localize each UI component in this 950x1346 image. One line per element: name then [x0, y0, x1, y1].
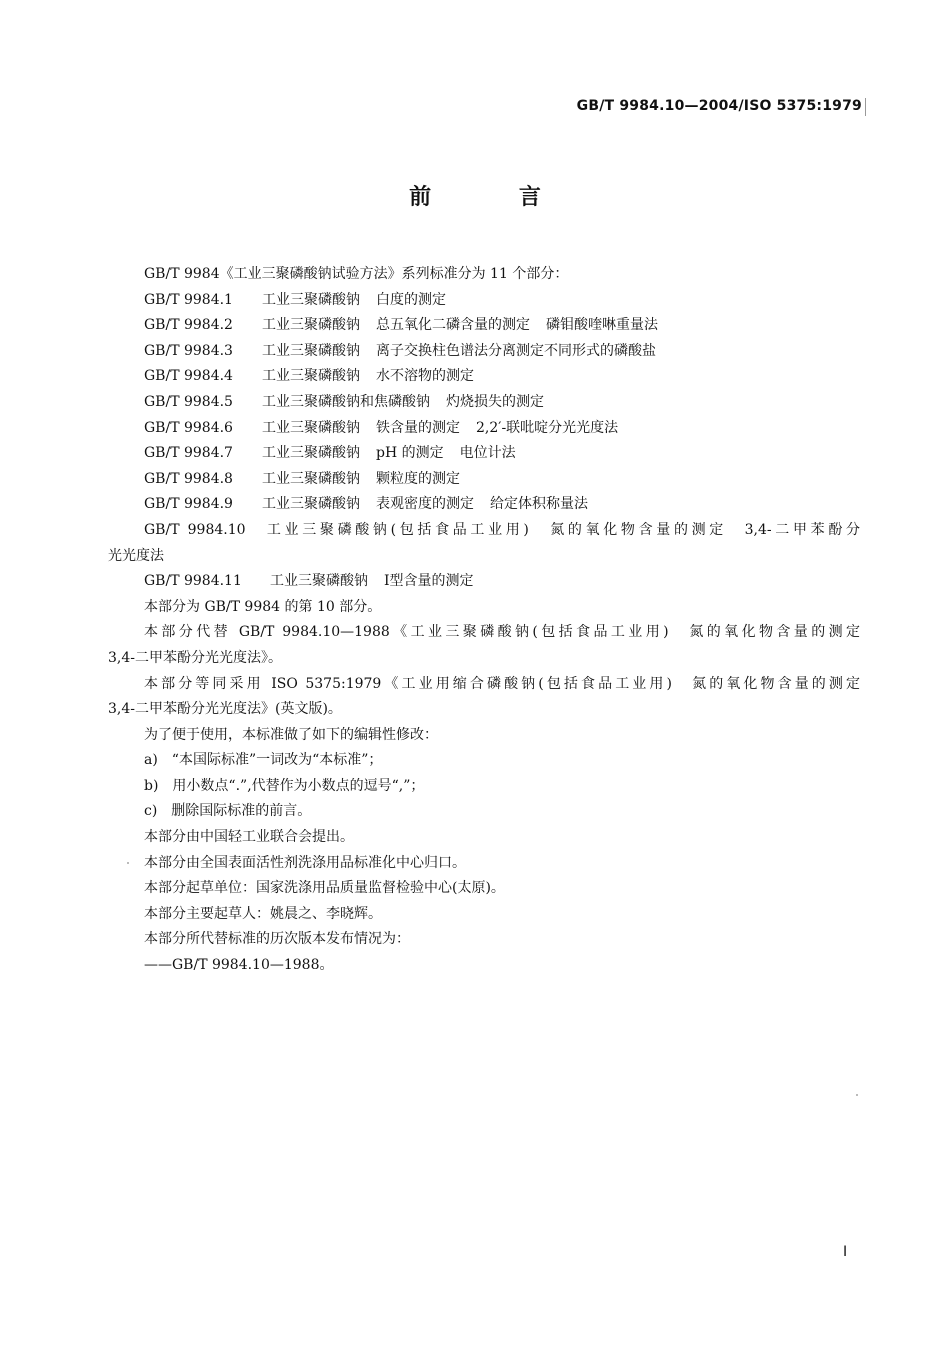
this-part-statement: 本部分为 GB/T 9984 的第 10 部分。: [144, 598, 382, 615]
foreword-body: [108, 262, 860, 979]
series-intro: GB/T 9984《工业三聚磷酸钠试验方法》系列标准分为 11 个部分：: [144, 266, 569, 282]
drafting-unit: 本部分起草单位：国家洗涤用品质量监督检验中心(太原)。: [144, 880, 505, 897]
part-11-entry: [108, 569, 860, 595]
editorial-item-b: b) 用小数点“.”,代替作为小数点的逗号“,”；: [144, 777, 425, 794]
part-desc: 总五氧化二磷含量的测定: [376, 317, 530, 334]
editorial-intro: 为了便于使用，本标准做了如下的编辑性修改：: [144, 726, 438, 743]
part-desc: pH 的测定: [376, 445, 444, 462]
part-name: 工业三聚磷酸钠: [262, 419, 360, 436]
part-entry: [108, 288, 860, 314]
standard-number: GB/T 9984.10—2004/ISO 5375:1979: [576, 98, 862, 114]
part-code: GB/T 9984.9: [144, 496, 233, 513]
part-code: GB/T 9984.1: [144, 291, 233, 308]
part-method: 2,2′-联吡啶分光光度法: [476, 419, 619, 436]
part-entry: [108, 416, 860, 442]
part-name: 工业三聚磷酸钠: [262, 291, 360, 308]
part-name: 工业三聚磷酸钠: [262, 470, 360, 487]
history-intro: 本部分所代替标准的历次版本发布情况为：: [144, 931, 410, 948]
part-name: 工业三聚磷酸钠和焦磷酸钠: [262, 393, 430, 410]
part-desc: 水不溶物的测定: [376, 368, 474, 385]
part-desc: 离子交换柱色谱法分离测定不同形式的磷酸盐: [376, 342, 656, 359]
part-desc: 表观密度的测定: [376, 496, 474, 513]
page-number: I: [843, 1244, 848, 1260]
drafters: 本部分主要起草人：姚晨之、李晓辉。: [144, 905, 382, 922]
page-title: 前 言: [409, 185, 581, 210]
part-code: GB/T 9984.4: [144, 368, 233, 385]
part-method: 电位计法: [459, 445, 516, 462]
adopts-statement: [108, 672, 860, 723]
part-method: 磷钼酸喹啉重量法: [546, 317, 658, 334]
part-desc: 颗粒度的测定: [376, 470, 460, 487]
replaces-line2: 3,4-二甲苯酚分光光度法》。: [108, 649, 282, 666]
part-code: GB/T 9984.5: [144, 393, 233, 410]
part-10-line2: 光光度法: [108, 547, 164, 564]
part-name: 工业三聚磷酸钠: [262, 368, 360, 385]
replaces-statement: [108, 620, 860, 671]
part-code: GB/T 9984.7: [144, 445, 233, 462]
part-code: GB/T 9984.11: [144, 573, 242, 590]
part-code: GB/T 9984.2: [144, 317, 233, 334]
part-entry: [108, 339, 860, 365]
managed-by: 本部分由全国表面活性剂洗涤用品标准化中心归口。: [144, 854, 466, 871]
part-desc: Ⅰ型含量的测定: [384, 573, 474, 590]
history-item: ——GB/T 9984.10—1988。: [144, 957, 334, 974]
part-entry: [108, 467, 860, 493]
adopts-line1: 本部分等同采用 ISO 5375:1979《工业用缩合磷酸钠(包括食品工业用) 氮的氧化物含量的测定: [144, 675, 860, 692]
part-entry: [108, 313, 860, 339]
part-entry: [108, 441, 860, 467]
part-desc: 铁含量的测定: [376, 419, 460, 436]
scan-speck: [127, 862, 129, 864]
part-method: 给定体积称量法: [490, 496, 588, 513]
header-margin-rule: [865, 98, 866, 116]
part-entry: [108, 390, 860, 416]
editorial-item-a: a) “本国际标准”一词改为“本标准”；: [144, 752, 383, 769]
part-code: GB/T 9984.3: [144, 342, 233, 359]
part-entry: [108, 492, 860, 518]
part-desc: 白度的测定: [376, 291, 446, 308]
parts-list: [108, 288, 860, 518]
replaces-line1: 本部分代替 GB/T 9984.10—1988《工业三聚磷酸钠(包括食品工业用) 氮的氧化物含量的测定: [144, 624, 860, 641]
part-name: 工业三聚磷酸钠: [262, 342, 360, 359]
part-name: 工业三聚磷酸钠: [262, 317, 360, 334]
editorial-item-c: c) 删除国际标准的前言。: [144, 803, 312, 820]
part-entry: [108, 364, 860, 390]
part-name: 工业三聚磷酸钠: [270, 573, 368, 590]
part-10-line1: GB/T 9984.10 工业三聚磷酸钠(包括食品工业用) 氮的氧化物含量的测定 3,4-二甲苯酚分: [144, 521, 860, 538]
part-name: 工业三聚磷酸钠: [262, 496, 360, 513]
adopts-line2: 3,4-二甲苯酚分光光度法》(英文版)。: [108, 701, 342, 718]
proposed-by: 本部分由中国轻工业联合会提出。: [144, 829, 354, 846]
part-code: GB/T 9984.8: [144, 470, 233, 487]
part-code: GB/T 9984.6: [144, 419, 233, 436]
part-desc: 灼烧损失的测定: [446, 393, 544, 410]
scan-speck: [856, 1094, 858, 1096]
part-name: 工业三聚磷酸钠: [262, 445, 360, 462]
part-10-entry: [108, 518, 860, 569]
